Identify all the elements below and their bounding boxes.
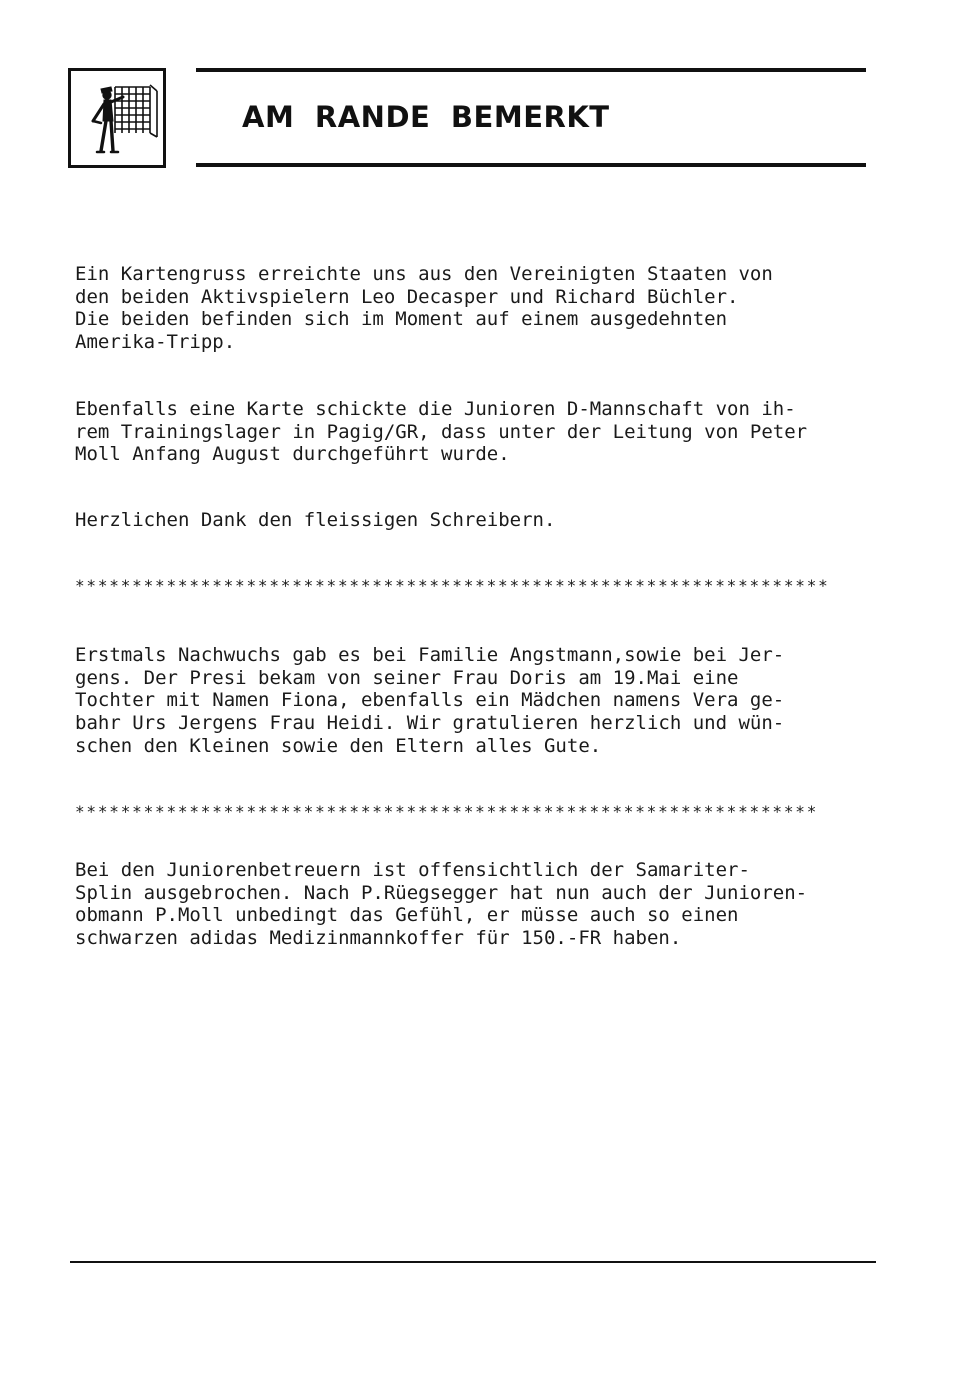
footer-rule (70, 1261, 876, 1263)
goalkeeper-net-icon (71, 71, 163, 165)
paragraph-postcard-juniors: Ebenfalls eine Karte schickte die Junioren D-Mannschaft von ih- rem Trainingslager in Pagig/GR, dass unter der Leitung von Peter Moll Anfang August durchgeführt wurde. (75, 398, 808, 466)
header-top-rule (196, 68, 866, 72)
separator-stars-1: ****************************************************************** (75, 576, 830, 595)
header-bottom-rule (196, 163, 866, 167)
page-title: AM RANDE BEMERKT (242, 100, 610, 134)
paragraph-samaritan: Bei den Juniorenbetreuern ist offensichtlich der Samariter- Splin ausgebrochen. Nach P.Rüegsegger hat nun auch der Junioren- obmann P.Moll unbedingt das Gefühl, er müsse auch so einen schwarzen adidas Medizinmannkoffer für 150.-FR haben. (75, 859, 808, 950)
separator-stars-2: ***************************************************************** (75, 802, 819, 821)
paragraph-births: Erstmals Nachwuchs gab es bei Familie Angstmann,sowie bei Jer- gens. Der Presi bekam von seiner Frau Doris am 19.Mai eine Tochter mit Namen Fiona, ebenfalls ein Mädchen namens Vera ge- bahr Urs Jergens Frau Heidi. Wir gratulieren herzlich und wün- schen den Kleinen sowie den Eltern alles Gute. (75, 644, 785, 757)
paragraph-thanks: Herzlichen Dank den fleissigen Schreibern. (75, 509, 556, 531)
club-logo (68, 68, 166, 168)
paragraph-postcard-usa: Ein Kartengruss erreichte uns aus den Vereinigten Staaten von den beiden Aktivspielern Leo Decasper und Richard Büchler. Die beiden befinden sich im Moment auf einem ausgedehnten Amerika-Tripp. (75, 263, 773, 354)
